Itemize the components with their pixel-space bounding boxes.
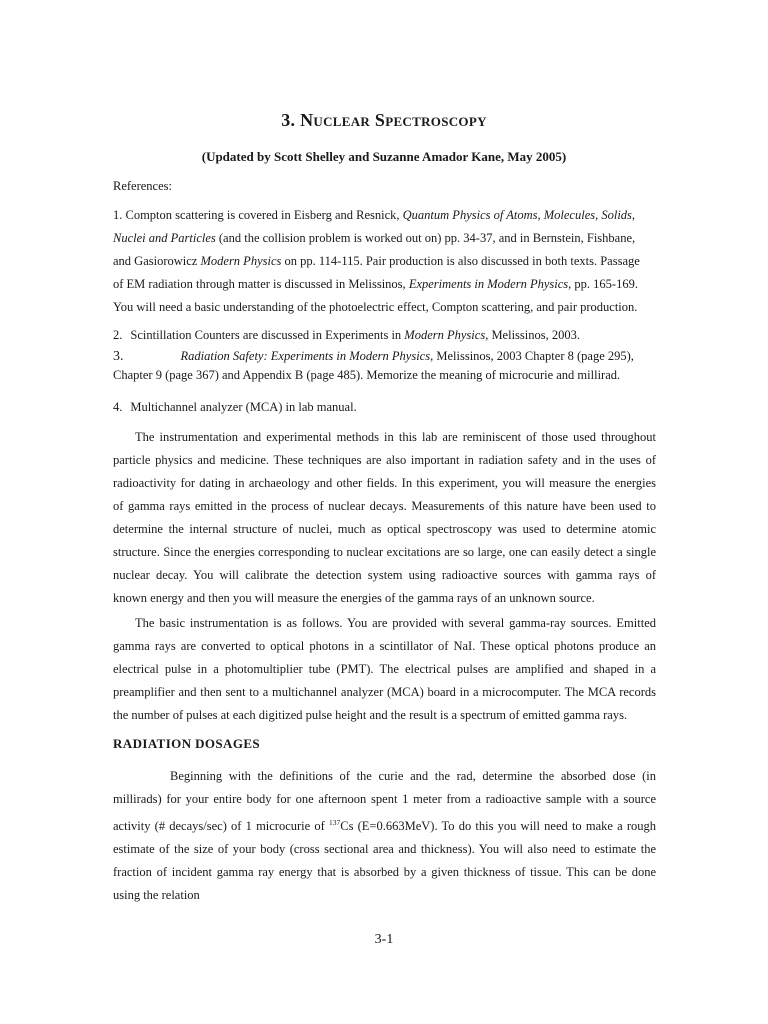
reference-4: 4. Multichannel analyzer (MCA) in lab manual. [113, 400, 357, 414]
reference-1 [113, 204, 656, 319]
reference-3-line-2: Chapter 9 (page 367) and Appendix B (page 485). Memorize the meaning of microcurie and millirad. [113, 368, 621, 382]
paragraph-instrumentation: The basic instrumentation is as follows. You are provided with several gamma-ray sources. Emitted gamma rays are converted to optical photons in a scintillator of NaI. These optical photons produce an electrical pulse in a photomultiplier tube (PMT). The electrical pulses are amplified and shaped in a preamplifier and then sent to a multichannel analyzer (MCA) board in a microcomputer. The MCA records the number of pulses at each digitized pulse height and the result is a spectrum of emitted gamma rays. [113, 616, 656, 722]
reference-1-line-3: and Gasiorowicz Modern Physics on pp. 114-115. Pair production is also discussed in both texts. Passage [113, 254, 640, 268]
reference-1-line-5: You will need a basic understanding of the photoelectric effect, Compton scattering, and pair production. [113, 300, 638, 314]
reference-3: 3. Radiation Safety: Experiments in Modern Physics, Melissinos, 2003 Chapter 8 (page 295), Chapter 9 (page 367) and Appendix B (page 485). Memorize the meaning of microcurie and millirad. [113, 347, 656, 385]
reference-1-line-1: 1. Compton scattering is covered in Eisberg and Resnick, Quantum Physics of Atoms, Molecules, Solids, [113, 208, 636, 222]
reference-1-line-2: Nuclei and Particles (and the collision problem is worked out on) pp. 34-37, and in Bernstein, Fishbane, [113, 231, 636, 245]
paragraph-radiation-dosages: Beginning with the definitions of the curie and the rad, determine the absorbed dose (in millirads) for your entire body for one afternoon spent 1 meter from a radioactive sample with a source activity (# decays/sec) of 1 microcurie of $^{137}$Cs (E=0.663MeV). To do this you will need to make a rough estimate of the size of your body (cross sectional area and thickness). You will also need to estimate the fraction of incident gamma ray energy that is absorbed by a given thickness of tissue. This can be done using the relation [113, 769, 657, 903]
page-subtitle: (Updated by Scott Shelley and Suzanne Amador Kane, May 2005) [201, 149, 567, 164]
page-title: 3. Nuclear Spectroscopy [281, 110, 487, 130]
page-number: 3-1 [374, 932, 394, 947]
reference-4-number: 4. [113, 400, 123, 414]
reference-3-number: 3. [113, 349, 124, 364]
paragraph-intro: The instrumentation and experimental methods in this lab are reminiscent of those used throughout particle physics and medicine. These techniques are also important in radiation safety and in the uses of radioactivity for dating in archaeology and other fields. In this experiment, you will measure the energies of gamma rays emitted in the process of nuclear decays. Measurements of this nature have been used to determine the internal structure of nuclei, much as optical spectroscopy was used to determine atomic structure. Since the energies corresponding to nuclear excitations are so large, one can easily detect a single nuclear decay. You will calibrate the detection system using radioactive sources with gamma rays of known energy and then you will measure the energies of the gamma rays of an unknown source. [113, 430, 656, 605]
references-label: References: [113, 179, 172, 193]
reference-1-line-4: of EM radiation through matter is discussed in Melissinos, Experiments in Modern Physics, pp. 165-169. [113, 277, 638, 291]
reference-2-number: 2. [113, 328, 123, 342]
section-heading: RADIATION DOSAGES [113, 736, 261, 751]
reference-2: 2. Scintillation Counters are discussed in Experiments in Modern Physics, Melissinos, 2003. [113, 328, 580, 342]
